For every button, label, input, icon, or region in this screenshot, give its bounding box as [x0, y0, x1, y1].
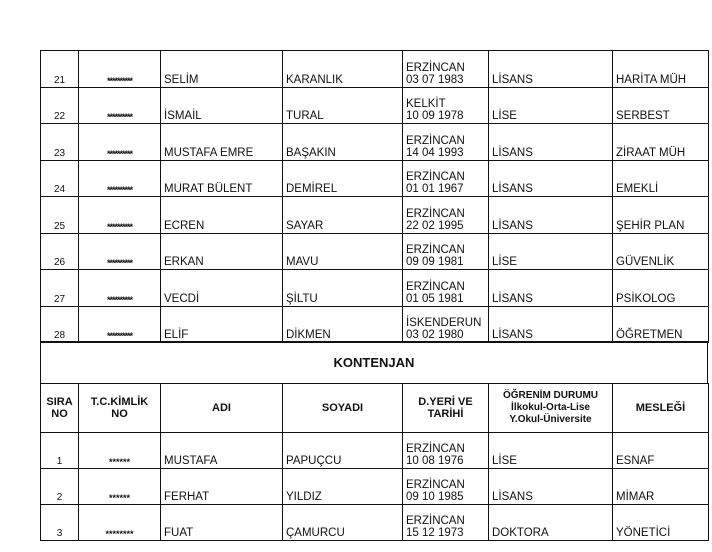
- table-row: [41, 233, 709, 270]
- kontenjan-title: KONTENJAN: [40, 341, 708, 383]
- education-cell: LİSANS: [489, 270, 613, 307]
- row-number: 27: [41, 270, 79, 307]
- surname-cell: ÇAMURCU: [283, 505, 403, 541]
- header-adi: ADI: [161, 384, 283, 433]
- birth-place-date-cell: [403, 87, 489, 124]
- birth-place-date-cell: [403, 197, 489, 234]
- kontenjan-header-row: [41, 384, 709, 433]
- row-number: 26: [41, 233, 79, 270]
- occupation-cell: SERBEST: [613, 87, 709, 124]
- tc-kimlik-cell: **********: [79, 197, 161, 234]
- birth-date: 01 01 1967: [406, 183, 464, 195]
- first-name-cell: MUSTAFA EMRE: [161, 124, 283, 161]
- tc-kimlik-cell: **********: [79, 233, 161, 270]
- birth-place-date-cell: [403, 469, 489, 505]
- header-tc-kimlik: [79, 384, 161, 433]
- surname-cell: PAPUÇCU: [283, 433, 403, 469]
- first-name-cell: FUAT: [161, 505, 283, 541]
- birth-place-date-cell: [403, 306, 489, 343]
- row-number: 2: [41, 469, 79, 505]
- table-row: [41, 270, 709, 307]
- occupation-cell: ESNAF: [613, 433, 709, 469]
- kontenjan-table: [40, 383, 709, 541]
- tc-kimlik-cell: **********: [79, 270, 161, 307]
- tc-kimlik-cell: ********: [79, 505, 161, 541]
- table-row: [41, 469, 709, 505]
- surname-cell: BAŞAKIN: [283, 124, 403, 161]
- occupation-cell: GÜVENLİK: [613, 233, 709, 270]
- surname-cell: SAYAR: [283, 197, 403, 234]
- birth-date: 22 02 1995: [406, 219, 464, 232]
- education-cell: LİSANS: [489, 124, 613, 161]
- tc-kimlik-cell: **********: [79, 160, 161, 197]
- header-tc-line2: NO: [111, 408, 128, 420]
- table-row: [41, 433, 709, 469]
- table-row: [41, 124, 709, 161]
- tc-kimlik-cell: **********: [79, 124, 161, 161]
- header-dyeri-line1: D.YERİ VE: [418, 396, 473, 408]
- header-dyeri-line2: TARİHİ: [427, 408, 464, 420]
- occupation-cell: YÖNETİCİ: [613, 505, 709, 541]
- table-row: [41, 197, 709, 234]
- surname-cell: ŞİLTU: [283, 270, 403, 307]
- education-cell: LİSANS: [489, 197, 613, 234]
- first-name-cell: MURAT BÜLENT: [161, 160, 283, 197]
- first-name-cell: ELİF: [161, 306, 283, 343]
- surname-cell: MAVU: [283, 233, 403, 270]
- header-soyadi: SOYADI: [283, 384, 403, 433]
- tc-kimlik-cell: ******: [79, 433, 161, 469]
- header-tc-line1: T.C.KİMLİK: [90, 396, 149, 408]
- surname-cell: KARANLIK: [283, 51, 403, 88]
- occupation-cell: HARİTA MÜH: [613, 51, 709, 88]
- row-number: 24: [41, 160, 79, 197]
- birth-place-date-cell: [403, 505, 489, 541]
- members-table: [40, 50, 709, 343]
- birth-place-date-cell: [403, 233, 489, 270]
- row-number: 23: [41, 124, 79, 161]
- birth-place: ERZİNCAN: [406, 280, 465, 293]
- birth-place: ERZİNCAN: [406, 134, 465, 147]
- birth-date: 10 09 1978: [406, 110, 464, 122]
- birth-date: 03 07 1983: [406, 73, 464, 86]
- tc-kimlik-cell: **********: [79, 87, 161, 124]
- table-row: [41, 87, 709, 124]
- row-number: 1: [41, 433, 79, 469]
- surname-cell: TURAL: [283, 87, 403, 124]
- first-name-cell: FERHAT: [161, 469, 283, 505]
- header-ogrenim: [489, 384, 613, 433]
- education-cell: LİSANS: [489, 160, 613, 197]
- first-name-cell: ECREN: [161, 197, 283, 234]
- education-cell: LİSE: [489, 233, 613, 270]
- tc-kimlik-cell: ******: [79, 469, 161, 505]
- first-name-cell: MUSTAFA: [161, 433, 283, 469]
- education-cell: LİSANS: [489, 306, 613, 343]
- table-row: [41, 160, 709, 197]
- row-number: 3: [41, 505, 79, 541]
- row-number: 21: [41, 51, 79, 88]
- birth-place-date-cell: [403, 51, 489, 88]
- birth-place: İSKENDERUN: [406, 317, 482, 329]
- birth-date: 01 05 1981: [406, 292, 464, 305]
- birth-place-date-cell: [403, 433, 489, 469]
- birth-date: 09 10 1985: [406, 491, 464, 503]
- header-ogrenim-line2: İlkokul-Orta-Lise: [511, 402, 590, 413]
- table-row: [41, 505, 709, 541]
- header-sira-no: [41, 384, 79, 433]
- occupation-cell: ZİRAAT MÜH: [613, 124, 709, 161]
- birth-place: ERZİNCAN: [406, 479, 465, 491]
- birth-place: ERZİNCAN: [406, 207, 465, 220]
- birth-place: ERZİNCAN: [406, 244, 465, 256]
- table-row: [41, 51, 709, 88]
- row-number: 25: [41, 197, 79, 234]
- birth-place: ERZİNCAN: [406, 443, 465, 455]
- occupation-cell: EMEKLİ: [613, 160, 709, 197]
- header-sira-line2: NO: [51, 408, 68, 420]
- education-cell: LİSE: [489, 433, 613, 469]
- education-cell: LİSANS: [489, 51, 613, 88]
- first-name-cell: VECDİ: [161, 270, 283, 307]
- birth-place: ERZİNCAN: [406, 61, 465, 74]
- tc-kimlik-cell: **********: [79, 51, 161, 88]
- surname-cell: DEMİREL: [283, 160, 403, 197]
- birth-place: ERZİNCAN: [406, 515, 465, 527]
- header-sira-line1: SIRA: [46, 396, 73, 408]
- occupation-cell: ÖĞRETMEN: [613, 306, 709, 343]
- birth-date: 15 12 1973: [406, 527, 464, 539]
- occupation-cell: ŞEHİR PLAN: [613, 197, 709, 234]
- table-row: [41, 306, 709, 343]
- education-cell: LİSANS: [489, 469, 613, 505]
- birth-place: ERZİNCAN: [406, 171, 465, 183]
- surname-cell: YILDIZ: [283, 469, 403, 505]
- birth-date: 10 08 1976: [406, 455, 464, 467]
- members-table-body: [41, 51, 709, 343]
- birth-place-date-cell: [403, 160, 489, 197]
- surname-cell: DİKMEN: [283, 306, 403, 343]
- first-name-cell: İSMAİL: [161, 87, 283, 124]
- birth-date: 03 02 1980: [406, 329, 464, 341]
- education-cell: DOKTORA: [489, 505, 613, 541]
- birth-place-date-cell: [403, 124, 489, 161]
- birth-place: KELKİT: [406, 98, 446, 110]
- tc-kimlik-cell: **********: [79, 306, 161, 343]
- header-meslek: MESLEĞİ: [613, 384, 709, 433]
- header-dogum-yeri: [403, 384, 489, 433]
- header-ogrenim-line1: ÖĞRENİM DURUMU: [503, 390, 598, 401]
- birth-date: 09 09 1981: [406, 256, 464, 268]
- education-cell: LİSE: [489, 87, 613, 124]
- first-name-cell: ERKAN: [161, 233, 283, 270]
- first-name-cell: SELİM: [161, 51, 283, 88]
- occupation-cell: MİMAR: [613, 469, 709, 505]
- kontenjan-table-body: [41, 433, 709, 541]
- header-ogrenim-line3: Y.Okul-Üniversite: [509, 414, 592, 425]
- row-number: 28: [41, 306, 79, 343]
- occupation-cell: PSİKOLOG: [613, 270, 709, 307]
- row-number: 22: [41, 87, 79, 124]
- birth-place-date-cell: [403, 270, 489, 307]
- birth-date: 14 04 1993: [406, 146, 464, 159]
